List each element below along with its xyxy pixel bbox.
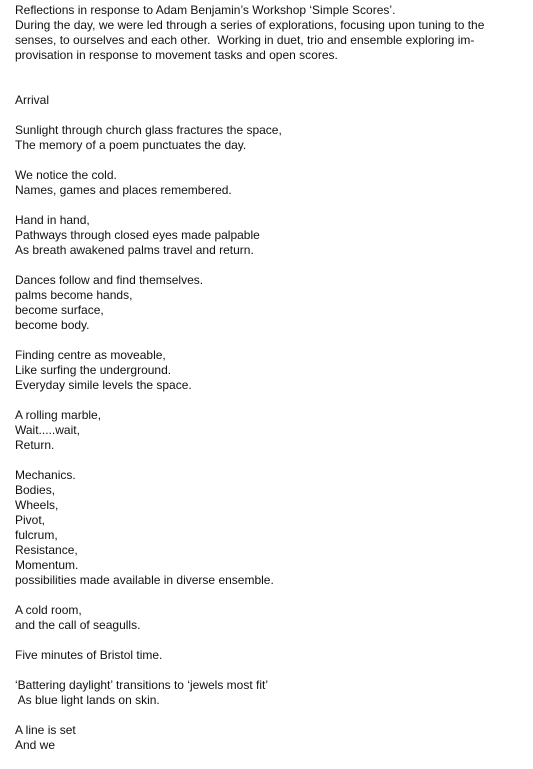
intro-title-line: Reflections in response to Adam Benjamin’s Workshop ‘Simple Scores’. — [15, 3, 396, 17]
poem-line: palms become hands, — [15, 288, 133, 302]
poem-line: And we — [15, 738, 56, 752]
poem-line: Finding centre as moveable, — [15, 348, 166, 362]
intro-line: During the day, we were led through a series of explorations, focusing upon tuning to the — [15, 18, 485, 32]
poem-line: become surface, — [15, 303, 104, 317]
poem-line: A cold room, — [15, 603, 82, 617]
poem-line: Wheels, — [15, 498, 59, 512]
poem-line: As breath awakened palms travel and return. — [15, 243, 254, 257]
poem-line: The memory of a poem punctuates the day. — [15, 138, 247, 152]
poem-line: Bodies, — [15, 483, 56, 497]
poem-line: Five minutes of Bristol time. — [15, 648, 163, 662]
poem-line: become body. — [15, 318, 90, 332]
spacer — [15, 663, 530, 678]
poem-line: Like surfing the underground. — [15, 363, 172, 377]
poem-line: possibilities made available in diverse ensemble. — [15, 573, 274, 587]
poem-line: Everyday simile levels the space. — [15, 378, 192, 392]
intro-line: provisation in response to movement tasks and open scores. — [15, 48, 338, 62]
stanza — [15, 168, 530, 198]
poem-line: A line is set — [15, 723, 76, 737]
poem-line: ‘Battering daylight’ transitions to ‘jewels most fit’ — [15, 678, 268, 692]
spacer — [15, 153, 530, 168]
poem-line: Momentum. — [15, 558, 79, 572]
poem-line: Hand in hand, — [15, 213, 90, 227]
poem-line: As blue light lands on skin. — [15, 693, 160, 707]
stanza — [15, 123, 530, 153]
spacer — [15, 63, 530, 93]
stanza — [15, 723, 530, 753]
stanza — [15, 408, 530, 453]
poem-line: Names, games and places remembered. — [15, 183, 232, 197]
poem-line: fulcrum, — [15, 528, 58, 542]
spacer — [15, 453, 530, 468]
spacer — [15, 108, 530, 123]
stanza — [15, 213, 530, 258]
spacer — [15, 198, 530, 213]
poem-line: and the call of seagulls. — [15, 618, 141, 632]
stanza — [15, 603, 530, 633]
poem-line: Resistance, — [15, 543, 78, 557]
spacer — [15, 393, 530, 408]
spacer — [15, 333, 530, 348]
poem-line: Dances follow and find themselves. — [15, 273, 204, 287]
intro-line: senses, to ourselves and each other. Working in duet, trio and ensemble exploring im- — [15, 33, 475, 47]
poem-line: Sunlight through church glass fractures the space, — [15, 123, 282, 137]
stanza — [15, 273, 530, 333]
poem-line: We notice the cold. — [15, 168, 117, 182]
spacer — [15, 588, 530, 603]
poem-line: Wait.....wait, — [15, 423, 80, 437]
spacer — [15, 708, 530, 723]
poem-line: A rolling marble, — [15, 408, 102, 422]
stanza — [15, 348, 530, 393]
poem-heading: Arrival — [15, 93, 50, 107]
spacer — [15, 633, 530, 648]
poem-line: Return. — [15, 438, 55, 452]
poem-line: Pivot, — [15, 513, 46, 527]
spacer — [15, 258, 530, 273]
intro-paragraph — [15, 3, 530, 63]
document-page — [15, 3, 530, 753]
stanza — [15, 468, 530, 588]
stanza — [15, 678, 530, 708]
poem-line: Pathways through closed eyes made palpable — [15, 228, 260, 242]
poem-line: Mechanics. — [15, 468, 76, 482]
stanza — [15, 648, 530, 663]
